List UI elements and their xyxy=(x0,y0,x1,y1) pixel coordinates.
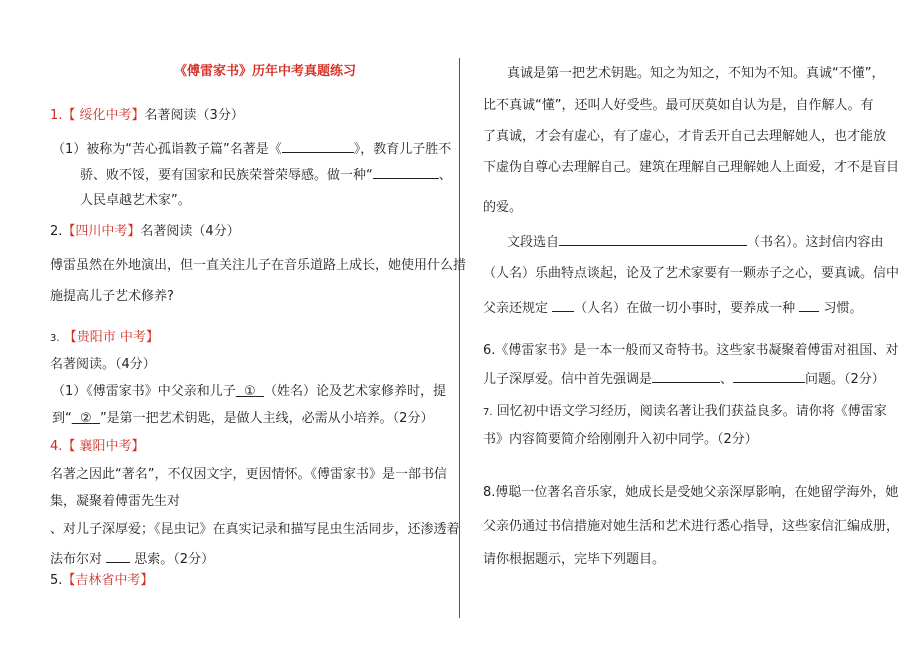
q4-line-3: 、对儿子深厚爱；《昆虫记》在真实记录和描写昆虫生活同步，还渗透着 xyxy=(50,522,460,537)
q5-header xyxy=(50,573,153,589)
q1-line-2: 骄、败不馁，要有国家和民族荣誉荣辱感。做一种“ 、 xyxy=(80,168,452,183)
q2-number: 2. xyxy=(50,224,63,239)
q7-line-1: 7. 回忆初中语文学习经历，阅读名著让我们获益良多。请你将《傅雷家 xyxy=(483,404,887,419)
q7-line-2: 书》内容简要简介给刚刚升入初中同学。（2分） xyxy=(483,432,758,447)
q5-number: 5. xyxy=(50,573,63,588)
q3-header xyxy=(50,330,159,347)
q6-blank-1 xyxy=(652,370,720,383)
passage-line-3: 了真诚，才会有虚心，有了虚心，才肯丢开自己去理解她人，也才能放 xyxy=(483,129,887,144)
blank-habit xyxy=(799,299,819,312)
passage-line-1: 真诚是第一把艺术钥匙。知之为知之，不知为不知。真诚“不懂”， xyxy=(507,66,885,81)
q4-header xyxy=(50,439,145,455)
q6-blank-2 xyxy=(733,370,805,383)
q4-line-2: 集，凝聚着傅雷先生对 xyxy=(50,494,181,509)
source-question-line-3: 父亲还规定 （人名）在做一切小事时，要养成一种 习惯。 xyxy=(483,301,863,316)
q3-heading: 名著阅读。（4分） xyxy=(50,357,156,372)
q8-line-2: 父亲仍通过书信措施对她生活和艺术进行悉心指导，这些家信汇编成册， xyxy=(483,519,900,534)
q1-blank-book xyxy=(282,140,354,153)
q4-line-4: 法布尔对 思索。（2分） xyxy=(50,552,215,567)
q1-source-tag: 【 绥化中考】 xyxy=(62,108,145,123)
q1-header xyxy=(50,108,244,124)
q6-line-1: 6.《傅雷家书》是一本一般而又奇特书。这些家书凝聚着傅雷对祖国、对 xyxy=(483,343,899,358)
passage-line-2: 比不真诚“懂”，还叫人好受些。最可厌莫如自认为是，自作解人。有 xyxy=(483,98,874,113)
q3-number: 3. xyxy=(50,333,60,344)
q2-line-1: 傅雷虽然在外地演出，但一直关注儿子在音乐道路上成长，她使用什么措 xyxy=(50,258,467,273)
q4-line-1: 名著之因此“著名”，不仅因文字，更因情怀。《傅雷家书》是一部书信 xyxy=(50,467,447,482)
q4-blank xyxy=(106,550,130,563)
source-question-line-1: 文段选自 （书名）。这封信内容由 xyxy=(507,235,884,250)
q7-number: 7. xyxy=(483,407,493,418)
q3-source-tag: 【贵阳市 中考】 xyxy=(63,330,159,345)
q3-blank-2: ② xyxy=(80,411,92,426)
q4-number: 4. xyxy=(50,439,63,454)
q3-line-1: （1）《傅雷家书》中父亲和儿子 ① （姓名）论及艺术家修养时，提 xyxy=(52,384,446,399)
q1-number: 1. xyxy=(50,108,63,123)
q6-line-2: 儿子深厚爱。信中首先强调是 、 问题。（2分） xyxy=(483,372,885,387)
source-question-line-2: （人名）乐曲特点谈起，论及了艺术家要有一颗赤子之心，要真诚。信中 xyxy=(483,266,900,281)
q1-line-1: （1）被称为“苦心孤诣教子篇”名著是《 》，教育儿子胜不 xyxy=(52,142,452,157)
q2-header xyxy=(50,224,240,240)
q4-source-tag: 【 襄阳中考】 xyxy=(62,439,145,454)
q3-line-2: 到“ ② ”是第一把艺术钥匙，是做人主线，必需从小培养。（2分） xyxy=(52,411,434,426)
q1-line-3: 人民卓越艺术家”。 xyxy=(80,193,191,208)
q8-line-1: 8.傅聪一位著名音乐家，她成长是受她父亲深厚影响，在她留学海外，她 xyxy=(483,485,899,500)
q1-heading: 名著阅读（3分） xyxy=(144,108,244,123)
q2-line-2: 施提高儿子艺术修养? xyxy=(50,289,174,304)
blank-book-name xyxy=(559,233,747,246)
q3-blank-1: ① xyxy=(244,384,256,399)
blank-person xyxy=(552,299,574,312)
q8-line-3: 请你根据题示，完毕下列题目。 xyxy=(483,552,666,567)
passage-line-5: 的爱。 xyxy=(483,200,523,215)
q1-blank-phrase xyxy=(373,166,439,179)
q2-heading: 名著阅读（4分） xyxy=(140,224,240,239)
passage-line-4: 下虚伪自尊心去理解自己。建筑在理解自己理解她人上面爱，才不是盲目 xyxy=(483,160,900,175)
q2-source-tag: 【四川中考】 xyxy=(62,224,141,239)
q5-source-tag: 【吉林省中考】 xyxy=(62,573,154,588)
page-title: 《傅雷家书》历年中考真题练习 xyxy=(174,64,357,79)
